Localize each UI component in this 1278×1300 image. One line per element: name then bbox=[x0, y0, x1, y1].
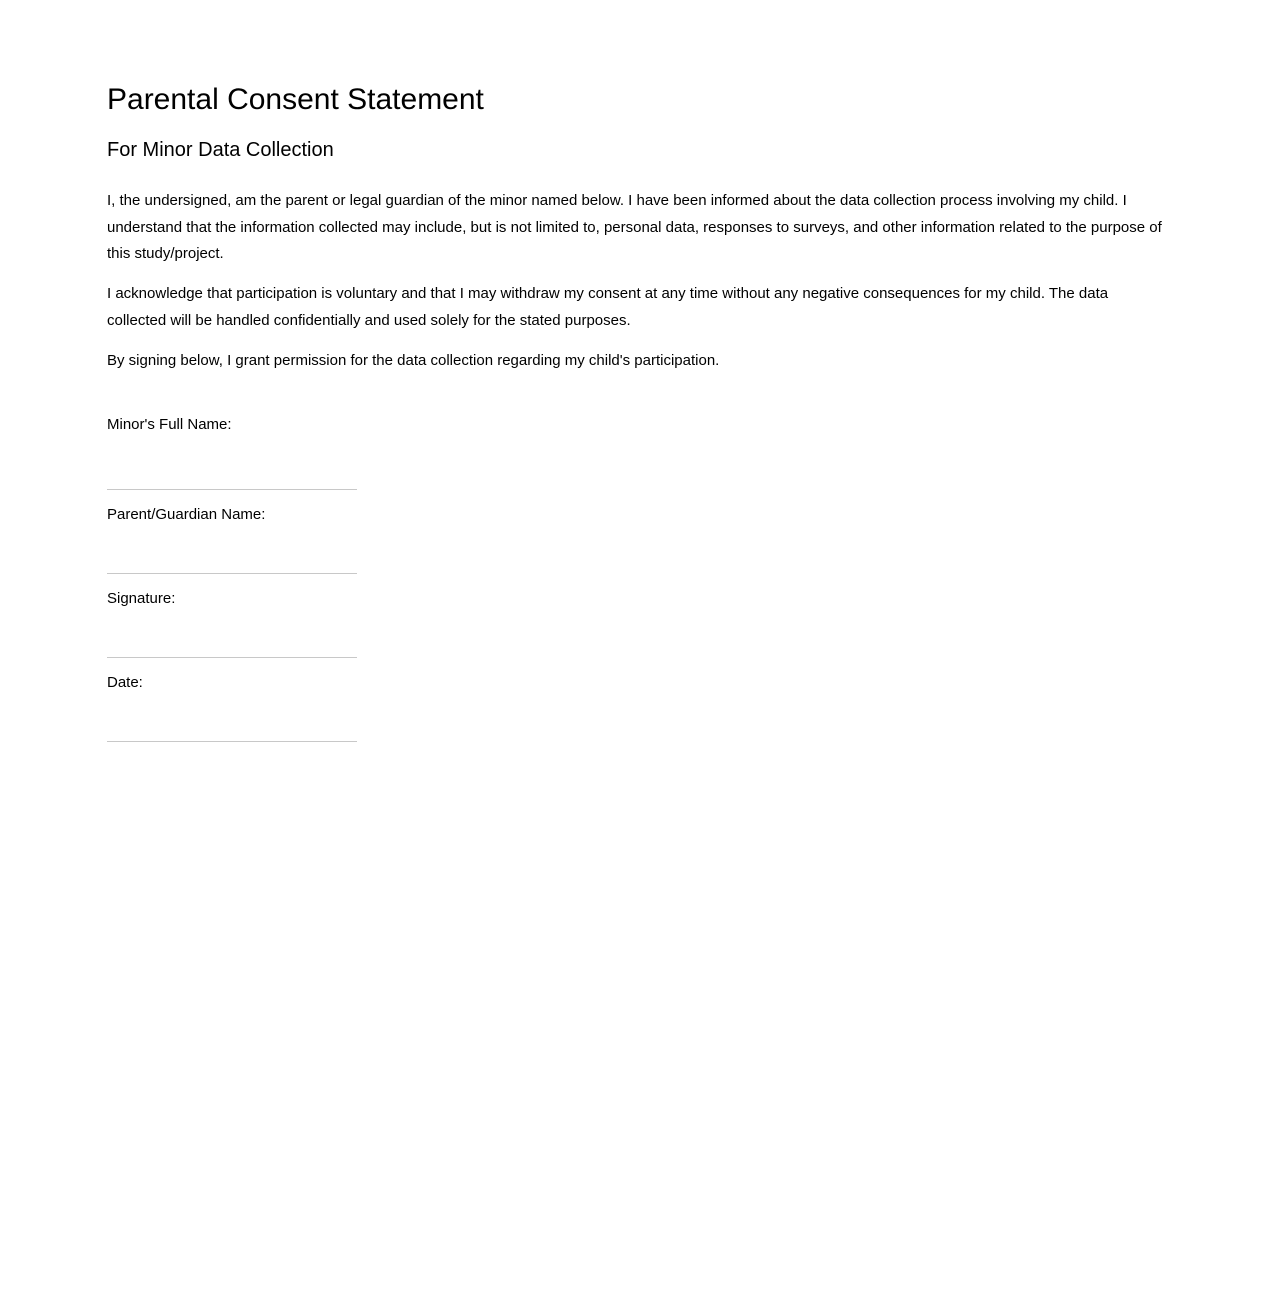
paragraph-intro: I, the undersigned, am the parent or legal guardian of the minor named below. I have been informed about the data collection process involving my child. I understand that the information collected may include, but is not limited to, personal data, responses to surveys, and other information related to the purpose of this study/project. bbox=[107, 192, 1162, 263]
paragraph-permission: By signing below, I grant permission for the data collection regarding my child's participation. bbox=[107, 351, 720, 369]
guardian-name-label: Parent/Guardian Name: bbox=[107, 506, 266, 524]
paragraph-acknowledgement: I acknowledge that participation is voluntary and that I may withdraw my consent at any time without any negative consequences for my child. The data collected will be handled confidentially and used solely for the stated purposes. bbox=[107, 285, 1109, 329]
minor-name-input[interactable] bbox=[107, 449, 357, 490]
date-input[interactable] bbox=[107, 701, 357, 742]
signature-input[interactable] bbox=[107, 617, 357, 658]
field-minor-name bbox=[107, 411, 1163, 490]
field-date bbox=[107, 669, 1163, 742]
page-title: Parental Consent Statement bbox=[107, 83, 484, 116]
minor-name-label: Minor's Full Name: bbox=[107, 416, 232, 434]
date-label: Date: bbox=[107, 674, 143, 692]
signature-form bbox=[107, 411, 1163, 742]
field-signature bbox=[107, 585, 1163, 658]
guardian-name-input[interactable] bbox=[107, 533, 357, 574]
page-subtitle: For Minor Data Collection bbox=[107, 139, 334, 161]
signature-label: Signature: bbox=[107, 590, 176, 608]
field-guardian-name bbox=[107, 501, 1163, 574]
